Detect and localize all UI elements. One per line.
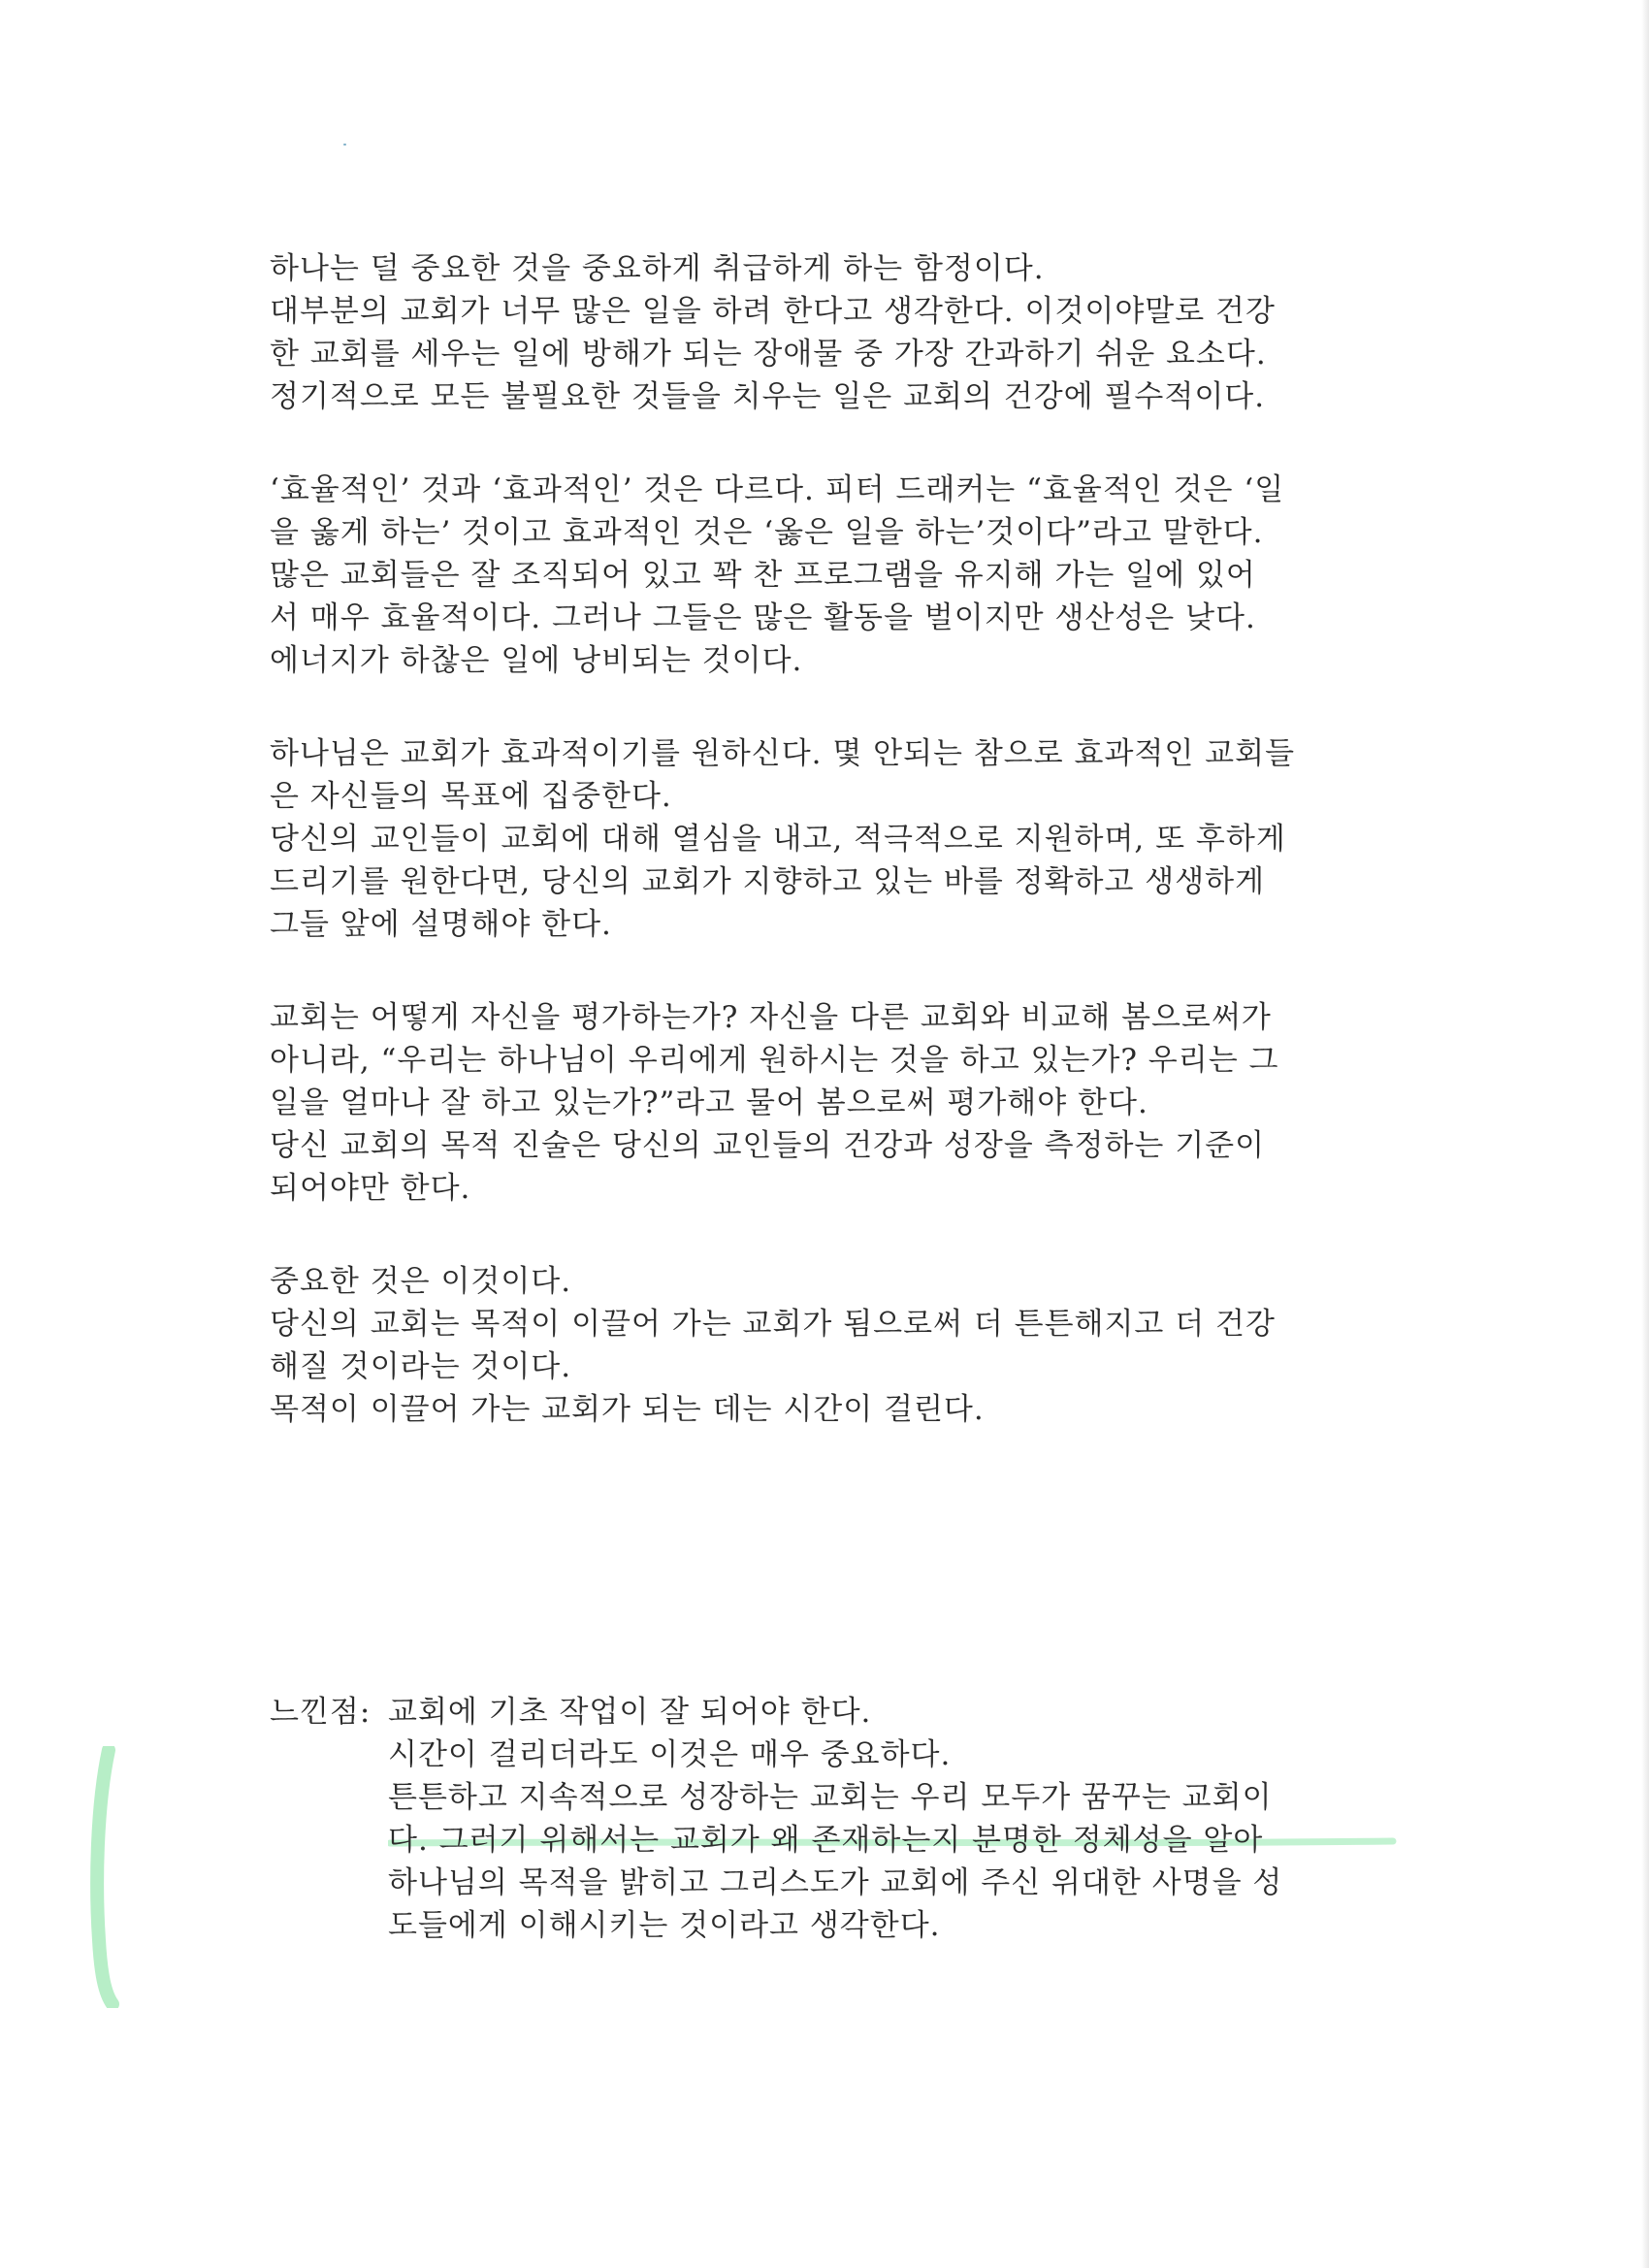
text-line: 다. 그러기 위해서는 교회가 왜 존재하는지 분명한 정체성을 알아 (388, 1823, 1264, 1858)
text-line: 되어야만 한다. (270, 1171, 471, 1206)
impressions-first-line: 교회에 기초 작업이 잘 되어야 한다. (388, 1695, 872, 1730)
text-line: 하나님의 목적을 밝히고 그리스도가 교회에 주신 위대한 사명을 성 (388, 1865, 1283, 1900)
text-line: 당신의 교인들이 교회에 대해 열심을 내고, 적극적으로 지원하며, 또 후하게 (270, 822, 1286, 857)
text-line: 하나는 덜 중요한 것을 중요하게 취급하게 하는 함정이다. (270, 251, 1045, 286)
text-line: 그들 앞에 설명해야 한다. (270, 907, 612, 942)
text-line: 당신의 교회는 목적이 이끌어 가는 교회가 됨으로써 더 튼튼해지고 더 건강 (270, 1307, 1276, 1342)
text-line: 서 매우 효율적이다. 그러나 그들은 많은 활동을 벌이지만 생산성은 낮다. (270, 600, 1256, 635)
text-line: 드리기를 원한다면, 당신의 교회가 지향하고 있는 바를 정확하고 생생하게 (270, 864, 1266, 899)
text-line: 해질 것이라는 것이다. (270, 1349, 572, 1384)
text-line: 당신 교회의 목적 진술은 당신의 교인들의 건강과 성장을 측정하는 기준이 (270, 1128, 1266, 1163)
text-line: 많은 교회들은 잘 조직되어 있고 꽉 찬 프로그램을 유지해 가는 일에 있어 (270, 558, 1256, 593)
document-body (270, 247, 1424, 1481)
paragraph-2 (270, 469, 1424, 682)
text-line: 을 옳게 하는’ 것이고 효과적인 것은 ‘옳은 일을 하는’것이다”라고 말한다. (270, 515, 1264, 550)
text-line: 은 자신들의 목표에 집중한다. (270, 779, 672, 814)
text-line: 시간이 걸리더라도 이것은 매우 중요하다. (388, 1737, 952, 1772)
impressions-body (388, 1733, 1424, 1947)
impressions-label: 느낀점: (270, 1695, 372, 1730)
text-line: ‘효율적인’ 것과 ‘효과적인’ 것은 다르다. 피터 드래커는 “효율적인 것은 ‘일 (270, 472, 1285, 507)
impressions-section (270, 1691, 1424, 1947)
text-line: 도들에게 이해시키는 것이라고 생각한다. (388, 1908, 941, 1943)
text-line: 일을 얼마나 잘 하고 있는가?”라고 물어 봄으로써 평가해야 한다. (270, 1085, 1148, 1120)
impressions-heading-line (270, 1691, 1424, 1733)
scan-speck (343, 144, 346, 146)
text-line: 튼튼하고 지속적으로 성장하는 교회는 우리 모두가 꿈꾸는 교회이 (388, 1780, 1273, 1815)
paragraph-1 (270, 247, 1424, 418)
text-line: 아니라, “우리는 하나님이 우리에게 원하시는 것을 하고 있는가? 우리는 그 (270, 1043, 1279, 1078)
text-line: 대부분의 교회가 너무 많은 일을 하려 한다고 생각한다. 이것이야말로 건강 (270, 294, 1276, 329)
text-line: 하나님은 교회가 효과적이기를 원하신다. 몇 안되는 참으로 효과적인 교회들 (270, 736, 1296, 771)
paragraph-4 (270, 996, 1424, 1210)
page-edge-shadow (1641, 0, 1649, 2268)
highlighter-bracket-mark (87, 1746, 120, 2008)
text-line: 교회는 어떻게 자신을 평가하는가? 자신을 다른 교회와 비교해 봄으로써가 (270, 1000, 1272, 1035)
text-line: 목적이 이끌어 가는 교회가 되는 데는 시간이 걸린다. (270, 1392, 985, 1427)
text-line: 에너지가 하찮은 일에 낭비되는 것이다. (270, 643, 803, 678)
text-line: 한 교회를 세우는 일에 방해가 되는 장애물 중 가장 간과하기 쉬운 요소다. (270, 337, 1267, 372)
text-line: 중요한 것은 이것이다. (270, 1264, 572, 1299)
text-line: 정기적으로 모든 불필요한 것들을 치우는 일은 교회의 건강에 필수적이다. (270, 379, 1266, 414)
paragraph-3 (270, 732, 1424, 946)
paragraph-5 (270, 1260, 1424, 1431)
